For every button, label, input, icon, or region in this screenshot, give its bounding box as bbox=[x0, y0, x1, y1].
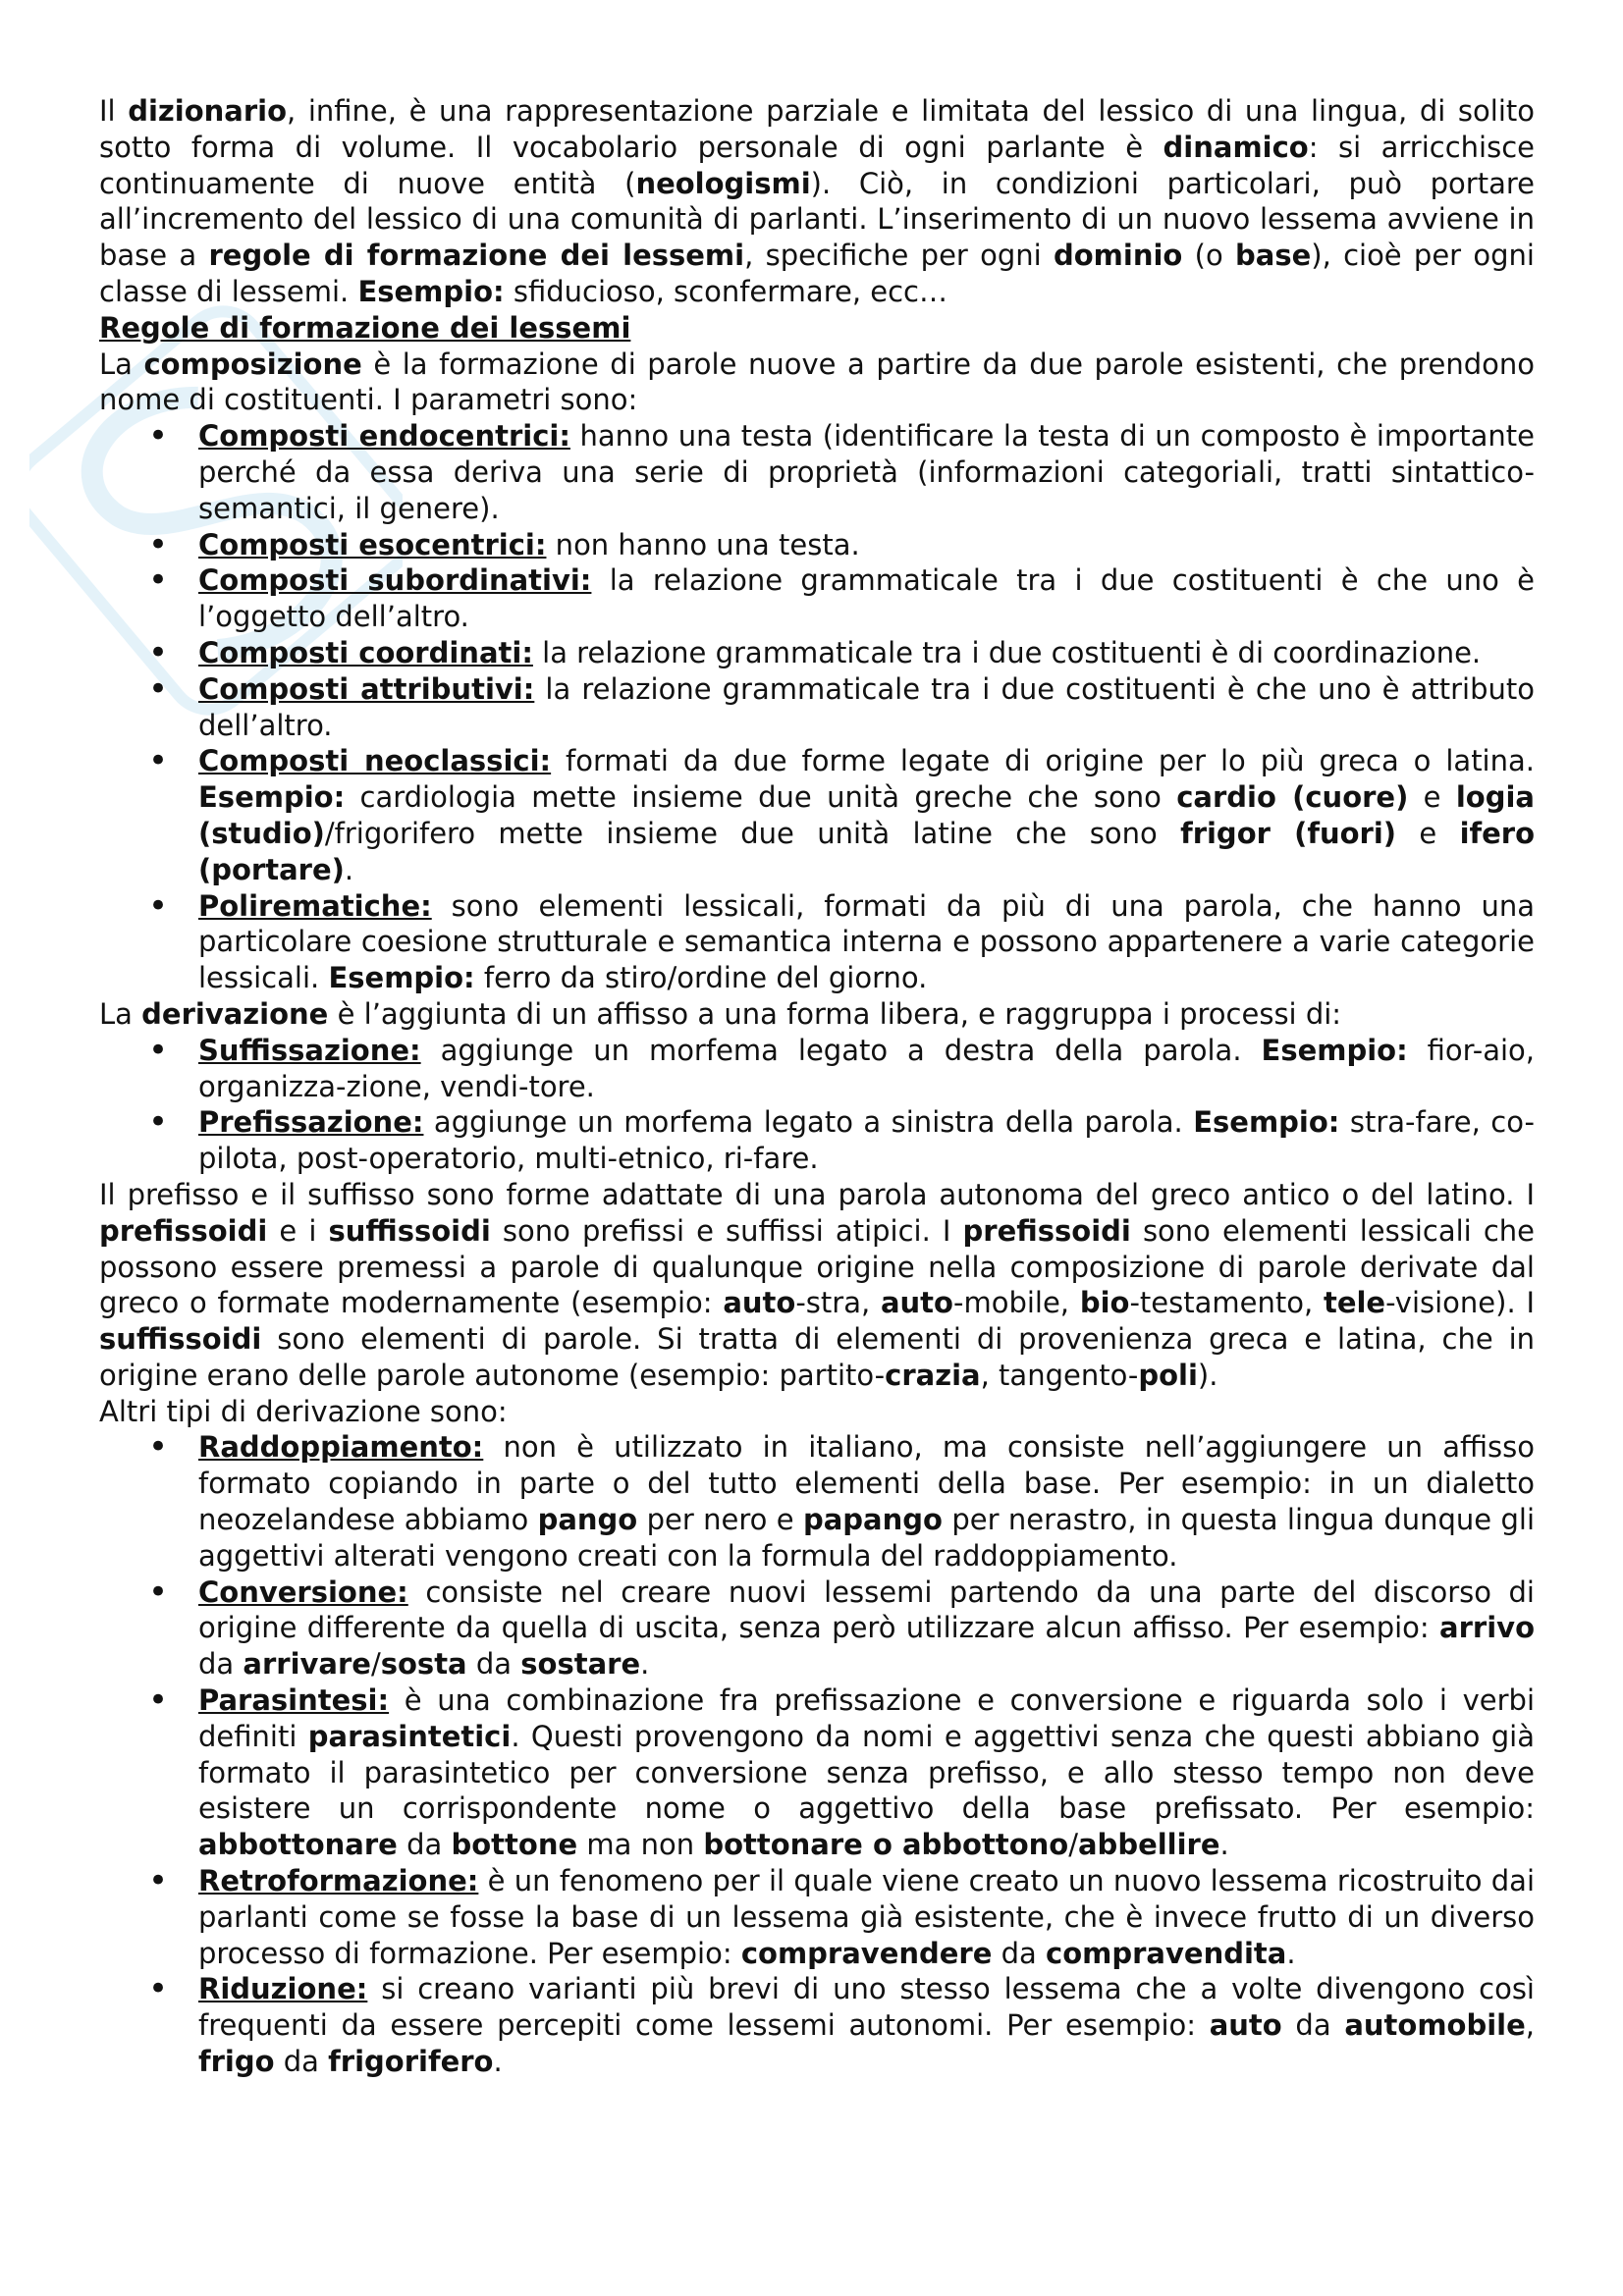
bold-text: parasintetici bbox=[307, 1719, 512, 1753]
composizione-paragraph bbox=[99, 347, 1535, 419]
altri-tipi-list bbox=[99, 1429, 1535, 2079]
text-run: Il bbox=[99, 94, 129, 128]
text-run: ). bbox=[1197, 1358, 1218, 1392]
bold-text: automobile bbox=[1344, 2008, 1526, 2043]
text-run: (o bbox=[1182, 239, 1235, 273]
bold-text: Esempio: bbox=[198, 780, 346, 815]
text-run: . bbox=[1286, 1936, 1296, 1970]
bold-text: bio bbox=[1079, 1286, 1130, 1320]
bold-text: Esempio: bbox=[328, 961, 475, 995]
bold-text: compravendita bbox=[1046, 1936, 1287, 1970]
text-run: aggiunge un morfema legato a destra della parola. bbox=[420, 1033, 1262, 1067]
altri-tipi-paragraph bbox=[99, 1394, 1535, 1430]
list-item-term: Composti esocentrici: bbox=[198, 527, 547, 561]
text-run: sfiducioso, sconfermare, ecc… bbox=[504, 274, 947, 308]
text-run: aggiunge un morfema legato a sinistra della parola. bbox=[423, 1105, 1194, 1140]
text-run: è l’aggiunta di un affisso a una forma libera, e raggruppa i processi di: bbox=[328, 996, 1342, 1031]
derivazione-paragraph bbox=[99, 996, 1535, 1033]
list-item bbox=[99, 632, 1535, 672]
bold-text: frigorifero bbox=[328, 2045, 494, 2079]
bold-text: auto bbox=[880, 1286, 953, 1320]
text-run: e bbox=[1396, 816, 1460, 850]
text-run: è un fenomeno per il quale viene creato un nuovo lessema ricostruito dai parlanti come se fosse la base di un lessema già esistente, che è invece frutto di un diverso processo di formazione. Per esempio: bbox=[198, 1864, 1535, 1970]
bullet-icon: • bbox=[148, 741, 169, 781]
text-run: La bbox=[99, 347, 144, 381]
bold-text: sostare bbox=[520, 1647, 641, 1682]
text-run: : si arricchisce continuamente di nuove entità ( bbox=[99, 130, 1535, 200]
text-run: non hanno una testa. bbox=[546, 527, 860, 561]
bold-text: frigo bbox=[198, 2045, 275, 2079]
text-run: sono elementi lessicali che possono essere premessi a parole di qualunque origine nella composizione di parole derivate dal greco o formate modernamente (esempio: bbox=[99, 1213, 1535, 1320]
list-item-term: Composti attributivi: bbox=[198, 671, 535, 706]
bold-text: base bbox=[1234, 239, 1312, 273]
prefissoidi-paragraph bbox=[99, 1177, 1535, 1394]
bold-text: composizione bbox=[143, 347, 362, 381]
bullet-icon: • bbox=[148, 1969, 169, 2009]
bold-text: Esempio: bbox=[1193, 1105, 1340, 1140]
bold-text: tele bbox=[1323, 1286, 1386, 1320]
list-item-term: Retroformazione: bbox=[198, 1864, 479, 1898]
list-item-term: Riduzione: bbox=[198, 1972, 368, 2006]
bold-text: auto bbox=[723, 1286, 796, 1320]
bold-text: Esempio: bbox=[1261, 1033, 1408, 1067]
text-run: è una combinazione fra prefissazione e conversione e riguarda solo i verbi definiti bbox=[198, 1683, 1535, 1753]
list-item bbox=[99, 524, 1535, 564]
bold-text: papango bbox=[802, 1503, 943, 1537]
list-item bbox=[99, 1104, 1535, 1177]
text-run: . bbox=[493, 2045, 503, 2079]
list-item-term: Polirematiche: bbox=[198, 888, 432, 923]
bold-text: auto bbox=[1209, 2008, 1282, 2043]
text-run: consiste nel creare nuovi lessemi partendo da una parte del discorso di origine differente da quella di uscita, senza però utilizzare alcun affisso. Per esempio: bbox=[198, 1575, 1535, 1645]
text-run: non è utilizzato in italiano, ma consiste nell’aggiungere un affisso formato copiando in parte o del tutto elementi della base. Per esempio: in un dialetto neozelandese abbiamo bbox=[198, 1430, 1535, 1537]
section-heading: Regole di formazione dei lessemi bbox=[99, 310, 631, 345]
bold-text: dominio bbox=[1054, 239, 1183, 273]
text-run: sono elementi di parole. Si tratta di elementi di provenienza greca e latina, che in origine erano delle parole autonome (esempio: partito- bbox=[99, 1322, 1535, 1392]
bold-text: bottone bbox=[451, 1828, 578, 1862]
list-item-term: Suffissazione: bbox=[198, 1033, 421, 1067]
bullet-icon: • bbox=[148, 668, 169, 709]
list-item bbox=[99, 1572, 1535, 1682]
bold-text: dinamico bbox=[1163, 130, 1309, 164]
text-run: stra-fare, co-pilota, post-operatorio, multi-etnico, ri-fare. bbox=[198, 1105, 1535, 1176]
list-item-term: Composti neoclassici: bbox=[198, 744, 552, 778]
text-run: . bbox=[344, 852, 354, 886]
list-item bbox=[99, 1429, 1535, 1574]
bold-text: abbellire bbox=[1077, 1828, 1220, 1862]
bold-text: arrivo bbox=[1439, 1611, 1535, 1645]
text-run: hanno una testa (identificare la testa di un composto è importante perché da essa deriva una serie di proprietà (informazioni categoriali, tratti sintattico-semantici, il genere). bbox=[198, 419, 1535, 525]
text-run: da bbox=[274, 2045, 329, 2079]
composti-list bbox=[99, 418, 1535, 996]
text-run: cardiologia mette insieme due unità greche che sono bbox=[345, 780, 1177, 815]
bold-text: prefissoidi bbox=[99, 1213, 268, 1248]
intro-paragraph bbox=[99, 93, 1535, 310]
text-run: ferro da stiro/ordine del giorno. bbox=[474, 961, 928, 995]
text-run: . Questi provengono da nomi e aggettivi senza che questi abbiano già formato il parasintetico per conversione senza prefisso, e allo stesso tempo non deve esistere un corrispondente nome o aggettivo della base prefissato. Per esempio: bbox=[198, 1719, 1535, 1826]
bold-text: arrivare bbox=[243, 1647, 371, 1682]
text-run: sono elementi lessicali, formati da più di una parola, che hanno una particolare coesione strutturale e semantica interna e possono appartenere a varie categorie lessicali. bbox=[198, 888, 1535, 995]
bold-text: bottonare o abbottono bbox=[703, 1828, 1069, 1862]
bullet-icon: • bbox=[148, 1861, 169, 1901]
text-run: , infine, è una rappresentazione parziale e limitata del lessico di una lingua, di solito sotto forma di volume. Il vocabolario personale di ogni parlante è bbox=[99, 94, 1535, 164]
bullet-icon: • bbox=[148, 1681, 169, 1721]
text-run: si creano varianti più brevi di uno stesso lessema che a volte divengono così frequenti da essere percepiti come lessemi autonomi. Per esempio: bbox=[198, 1972, 1535, 2043]
text-run: ), cioè per ogni classe di lessemi. bbox=[99, 239, 1535, 308]
list-item-term: Composti subordinativi: bbox=[198, 563, 592, 598]
bold-text: cardio (cuore) bbox=[1176, 780, 1409, 815]
bold-text: sosta bbox=[380, 1647, 467, 1682]
bullet-icon: • bbox=[148, 1427, 169, 1468]
text-run: sono prefissi e suffissi atipici. I bbox=[490, 1213, 963, 1248]
list-item-term: Raddoppiamento: bbox=[198, 1430, 484, 1465]
text-run: da bbox=[198, 1647, 243, 1682]
text-run: ma non bbox=[577, 1828, 704, 1862]
text-run: la relazione grammaticale tra i due costituenti è che uno è attributo dell’altro. bbox=[198, 671, 1535, 742]
list-item-term: Composti endocentrici: bbox=[198, 419, 570, 454]
bold-text: frigor (fuori) bbox=[1180, 816, 1397, 850]
bold-text: suffissoidi bbox=[328, 1213, 491, 1248]
text-run: -testamento, bbox=[1129, 1286, 1324, 1320]
list-item-term: Composti coordinati: bbox=[198, 635, 533, 669]
text-run: fior-aio, organizza-zione, vendi-tore. bbox=[198, 1033, 1536, 1103]
list-item bbox=[99, 1863, 1535, 1971]
bold-text: dizionario bbox=[128, 94, 288, 128]
text-run: -visione). I bbox=[1385, 1286, 1535, 1320]
bold-text: prefissoidi bbox=[962, 1213, 1131, 1248]
text-run: per nero e bbox=[637, 1503, 803, 1537]
text-run: e bbox=[1408, 780, 1456, 815]
list-item bbox=[99, 1682, 1535, 1863]
bold-text: compravendere bbox=[740, 1936, 993, 1970]
document-page bbox=[99, 93, 1535, 2080]
list-item-term: Prefissazione: bbox=[198, 1105, 424, 1140]
bullet-icon: • bbox=[148, 1102, 169, 1143]
text-run: La bbox=[99, 996, 142, 1031]
list-item bbox=[99, 1030, 1536, 1105]
list-item-term: Parasintesi: bbox=[198, 1683, 390, 1718]
text-run: da bbox=[1281, 2008, 1345, 2043]
list-item-term: Conversione: bbox=[198, 1575, 408, 1609]
bold-text: derivazione bbox=[141, 996, 329, 1031]
bold-text: suffissoidi bbox=[99, 1322, 262, 1357]
text-run: /frigorifero mette insieme due unità latine che sono bbox=[324, 816, 1181, 850]
bullet-icon: • bbox=[148, 561, 169, 601]
list-item bbox=[99, 418, 1535, 526]
list-item bbox=[99, 1971, 1535, 2079]
text-run: / bbox=[370, 1647, 381, 1682]
list-item bbox=[99, 668, 1535, 744]
text-run: , tangento- bbox=[980, 1358, 1139, 1392]
text-run: e i bbox=[267, 1213, 329, 1248]
bold-text: logia (studio) bbox=[198, 780, 1535, 850]
bold-text: pango bbox=[537, 1503, 638, 1537]
bullet-icon: • bbox=[148, 632, 169, 672]
list-item bbox=[99, 562, 1535, 635]
bold-text: Esempio: bbox=[357, 274, 505, 308]
bullet-icon: • bbox=[148, 1572, 169, 1612]
text-run: -stra, bbox=[795, 1286, 881, 1320]
text-run: da bbox=[397, 1828, 452, 1862]
text-run: / bbox=[1068, 1828, 1078, 1862]
bullet-icon: • bbox=[148, 524, 169, 564]
list-item bbox=[99, 885, 1535, 996]
text-run: da bbox=[992, 1936, 1047, 1970]
text-run: . bbox=[1219, 1828, 1229, 1862]
derivazione-list bbox=[99, 1030, 1536, 1177]
list-item bbox=[99, 743, 1535, 887]
bold-text: neologismi bbox=[635, 166, 811, 200]
text-run: -mobile, bbox=[952, 1286, 1080, 1320]
bullet-icon: • bbox=[148, 1030, 169, 1070]
bold-text: crazia bbox=[885, 1358, 981, 1392]
text-run: ). Ciò, in condizioni particolari, può portare all’incremento del lessico di una comunità di parlanti. L’inserimento di un nuovo lessema avviene in base a bbox=[99, 166, 1535, 273]
text-run: per nerastro, in questa lingua dunque gli aggettivi alterati vengono creati con la formula del raddoppiamento. bbox=[198, 1503, 1536, 1573]
text-run: da bbox=[466, 1647, 521, 1682]
bold-text: poli bbox=[1138, 1358, 1198, 1392]
bold-text: regole di formazione dei lessemi bbox=[208, 239, 745, 273]
text-run: . bbox=[640, 1647, 650, 1682]
text-run: la relazione grammaticale tra i due costituenti è che uno è l’oggetto dell’altro. bbox=[198, 563, 1535, 634]
text-run: Il prefisso e il suffisso sono forme adattate di una parola autonoma del greco antico o del latino. I bbox=[99, 1177, 1535, 1211]
text-run: è la formazione di parole nuove a partire da due parole esistenti, che prendono nome di costituenti. I parametri sono: bbox=[99, 347, 1535, 417]
text-run: la relazione grammaticale tra i due costituenti è di coordinazione. bbox=[532, 635, 1482, 669]
bullet-icon: • bbox=[148, 885, 169, 926]
text-run: , specifiche per ogni bbox=[744, 239, 1054, 273]
text-run: formati da due forme legate di origine per lo più greca o latina. bbox=[551, 744, 1535, 778]
bullet-icon: • bbox=[148, 416, 169, 456]
bold-text: ifero (portare) bbox=[198, 816, 1536, 886]
text-run: , bbox=[1525, 2008, 1535, 2043]
bold-text: abbottonare bbox=[198, 1828, 398, 1862]
text-run: Altri tipi di derivazione sono: bbox=[99, 1394, 508, 1428]
